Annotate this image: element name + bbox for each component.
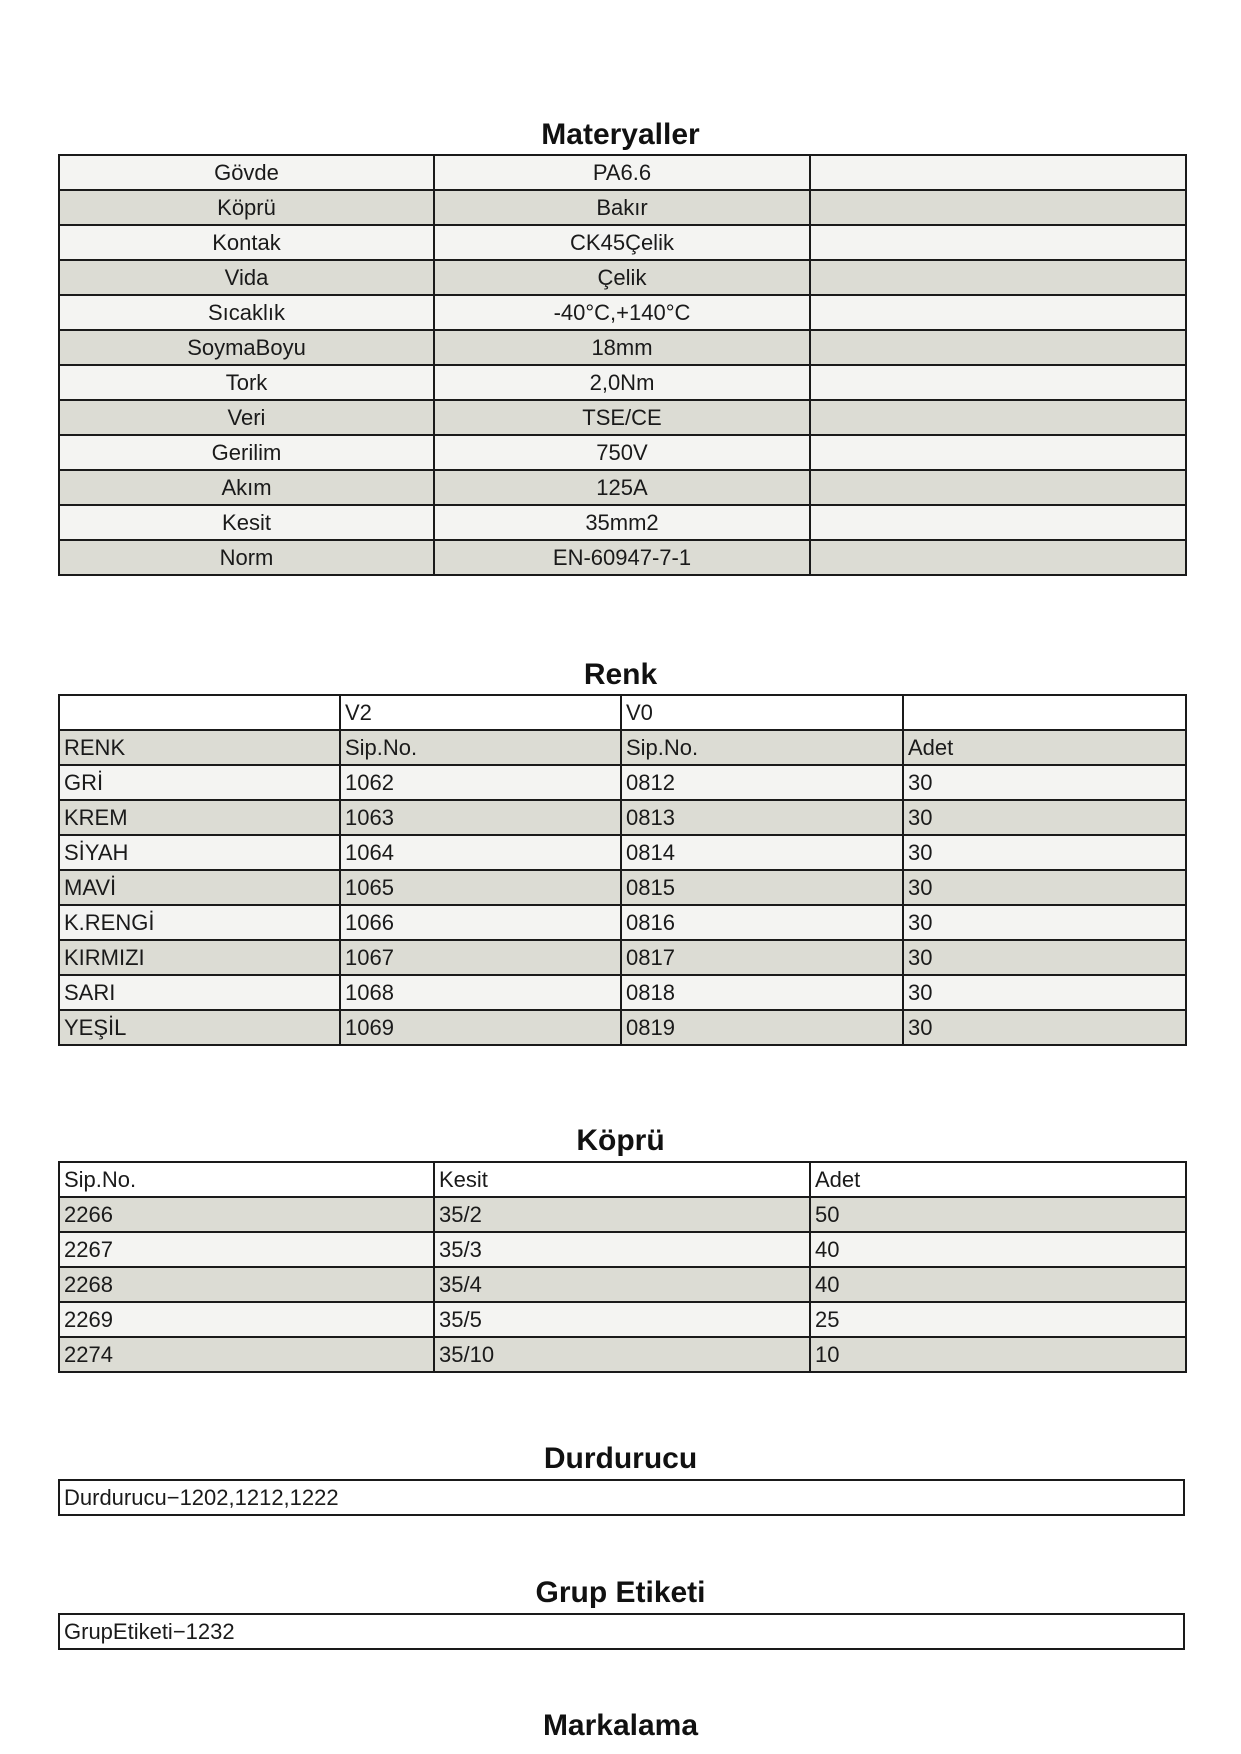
cell: 2266 [59, 1197, 434, 1232]
cell: Sıcaklık [59, 295, 434, 330]
cell: TSE/CE [434, 400, 810, 435]
cell: EN-60947-7-1 [434, 540, 810, 575]
cell: SoymaBoyu [59, 330, 434, 365]
cell: 0815 [621, 870, 903, 905]
table-row [59, 730, 1186, 765]
cell: CK45Çelik [434, 225, 810, 260]
cell: PA6.6 [434, 155, 810, 190]
cell [903, 695, 1186, 730]
table-row [59, 1614, 1184, 1649]
table-row [59, 870, 1186, 905]
cell: 35/3 [434, 1232, 810, 1267]
cell: Adet [810, 1162, 1186, 1197]
cell: GRİ [59, 765, 340, 800]
cell [810, 330, 1186, 365]
cell: K.RENGİ [59, 905, 340, 940]
table-row [59, 365, 1186, 400]
table-row [59, 260, 1186, 295]
table-row [59, 1162, 1186, 1197]
cell: 2269 [59, 1302, 434, 1337]
table-row [59, 330, 1186, 365]
table-row [59, 1337, 1186, 1372]
grup-etiketi-title: Grup Etiketi [535, 1576, 706, 1609]
table-row [59, 1302, 1186, 1337]
cell: Gövde [59, 155, 434, 190]
cell: 750V [434, 435, 810, 470]
cell [810, 295, 1186, 330]
materyaller-title: Materyaller [541, 118, 700, 151]
cell: 1067 [340, 940, 621, 975]
cell [810, 225, 1186, 260]
cell: 30 [903, 905, 1186, 940]
cell: 0813 [621, 800, 903, 835]
materyaller-table [58, 154, 1187, 576]
cell: -40°C,+140°C [434, 295, 810, 330]
cell: Sip.No. [59, 1162, 434, 1197]
cell: 0814 [621, 835, 903, 870]
cell: Akım [59, 470, 434, 505]
cell: Veri [59, 400, 434, 435]
table-row [59, 1197, 1186, 1232]
table-row [59, 835, 1186, 870]
cell: 30 [903, 835, 1186, 870]
cell: 40 [810, 1267, 1186, 1302]
cell [810, 155, 1186, 190]
cell: 1065 [340, 870, 621, 905]
table-row [59, 470, 1186, 505]
cell: 0817 [621, 940, 903, 975]
cell [810, 260, 1186, 295]
cell: KIRMIZI [59, 940, 340, 975]
cell: 40 [810, 1232, 1186, 1267]
cell: 30 [903, 800, 1186, 835]
cell: 35/2 [434, 1197, 810, 1232]
cell [810, 470, 1186, 505]
table-row [59, 1232, 1186, 1267]
renk-title: Renk [583, 658, 658, 691]
grup-etiketi-table [58, 1613, 1185, 1650]
cell: 25 [810, 1302, 1186, 1337]
cell: 2267 [59, 1232, 434, 1267]
cell: 0816 [621, 905, 903, 940]
cell: 18mm [434, 330, 810, 365]
cell: Tork [59, 365, 434, 400]
cell [59, 695, 340, 730]
cell: KREM [59, 800, 340, 835]
cell: 1066 [340, 905, 621, 940]
table-row [59, 905, 1186, 940]
cell: Vida [59, 260, 434, 295]
cell [810, 400, 1186, 435]
table-row [59, 190, 1186, 225]
cell: 35/10 [434, 1337, 810, 1372]
cell: 0812 [621, 765, 903, 800]
cell [810, 505, 1186, 540]
table-row [59, 695, 1186, 730]
table-row [59, 540, 1186, 575]
table-row [59, 1267, 1186, 1302]
cell: SİYAH [59, 835, 340, 870]
table-row [59, 1010, 1186, 1045]
cell [810, 435, 1186, 470]
cell: SARI [59, 975, 340, 1010]
cell: Sip.No. [340, 730, 621, 765]
cell: 35/5 [434, 1302, 810, 1337]
cell: MAVİ [59, 870, 340, 905]
table-row [59, 940, 1186, 975]
markalama-title: Markalama [542, 1709, 699, 1742]
table-row [59, 155, 1186, 190]
cell: Kesit [59, 505, 434, 540]
durdurucu-table [58, 1479, 1185, 1516]
cell: 125A [434, 470, 810, 505]
cell: 30 [903, 765, 1186, 800]
cell: Norm [59, 540, 434, 575]
table-row [59, 975, 1186, 1010]
cell: 1063 [340, 800, 621, 835]
cell: V2 [340, 695, 621, 730]
cell: 2,0Nm [434, 365, 810, 400]
cell: V0 [621, 695, 903, 730]
cell: 1062 [340, 765, 621, 800]
cell: Sip.No. [621, 730, 903, 765]
cell: Kesit [434, 1162, 810, 1197]
cell: 10 [810, 1337, 1186, 1372]
cell [810, 540, 1186, 575]
table-row [59, 400, 1186, 435]
grup-etiketi-value: GrupEtiketi−1232 [59, 1614, 1184, 1649]
table-row [59, 800, 1186, 835]
cell: 2268 [59, 1267, 434, 1302]
cell: 0818 [621, 975, 903, 1010]
cell: 30 [903, 940, 1186, 975]
table-row [59, 1480, 1184, 1515]
cell [810, 365, 1186, 400]
cell: Gerilim [59, 435, 434, 470]
durdurucu-value: Durdurucu−1202,1212,1222 [59, 1480, 1184, 1515]
cell: 50 [810, 1197, 1186, 1232]
cell: 2274 [59, 1337, 434, 1372]
cell: 1069 [340, 1010, 621, 1045]
table-row [59, 225, 1186, 260]
cell: Çelik [434, 260, 810, 295]
cell: Köprü [59, 190, 434, 225]
kopru-title: Köprü [576, 1124, 665, 1157]
cell: Bakır [434, 190, 810, 225]
cell: 35/4 [434, 1267, 810, 1302]
cell: 30 [903, 975, 1186, 1010]
cell: RENK [59, 730, 340, 765]
table-row [59, 295, 1186, 330]
cell: 1068 [340, 975, 621, 1010]
durdurucu-title: Durdurucu [543, 1442, 698, 1475]
cell: 30 [903, 1010, 1186, 1045]
cell: 35mm2 [434, 505, 810, 540]
cell: Kontak [59, 225, 434, 260]
cell [810, 190, 1186, 225]
cell: 30 [903, 870, 1186, 905]
cell: Adet [903, 730, 1186, 765]
cell: 0819 [621, 1010, 903, 1045]
table-row [59, 435, 1186, 470]
table-row [59, 505, 1186, 540]
table-row [59, 765, 1186, 800]
renk-table [58, 694, 1187, 1046]
cell: YEŞİL [59, 1010, 340, 1045]
cell: 1064 [340, 835, 621, 870]
kopru-table [58, 1161, 1187, 1373]
